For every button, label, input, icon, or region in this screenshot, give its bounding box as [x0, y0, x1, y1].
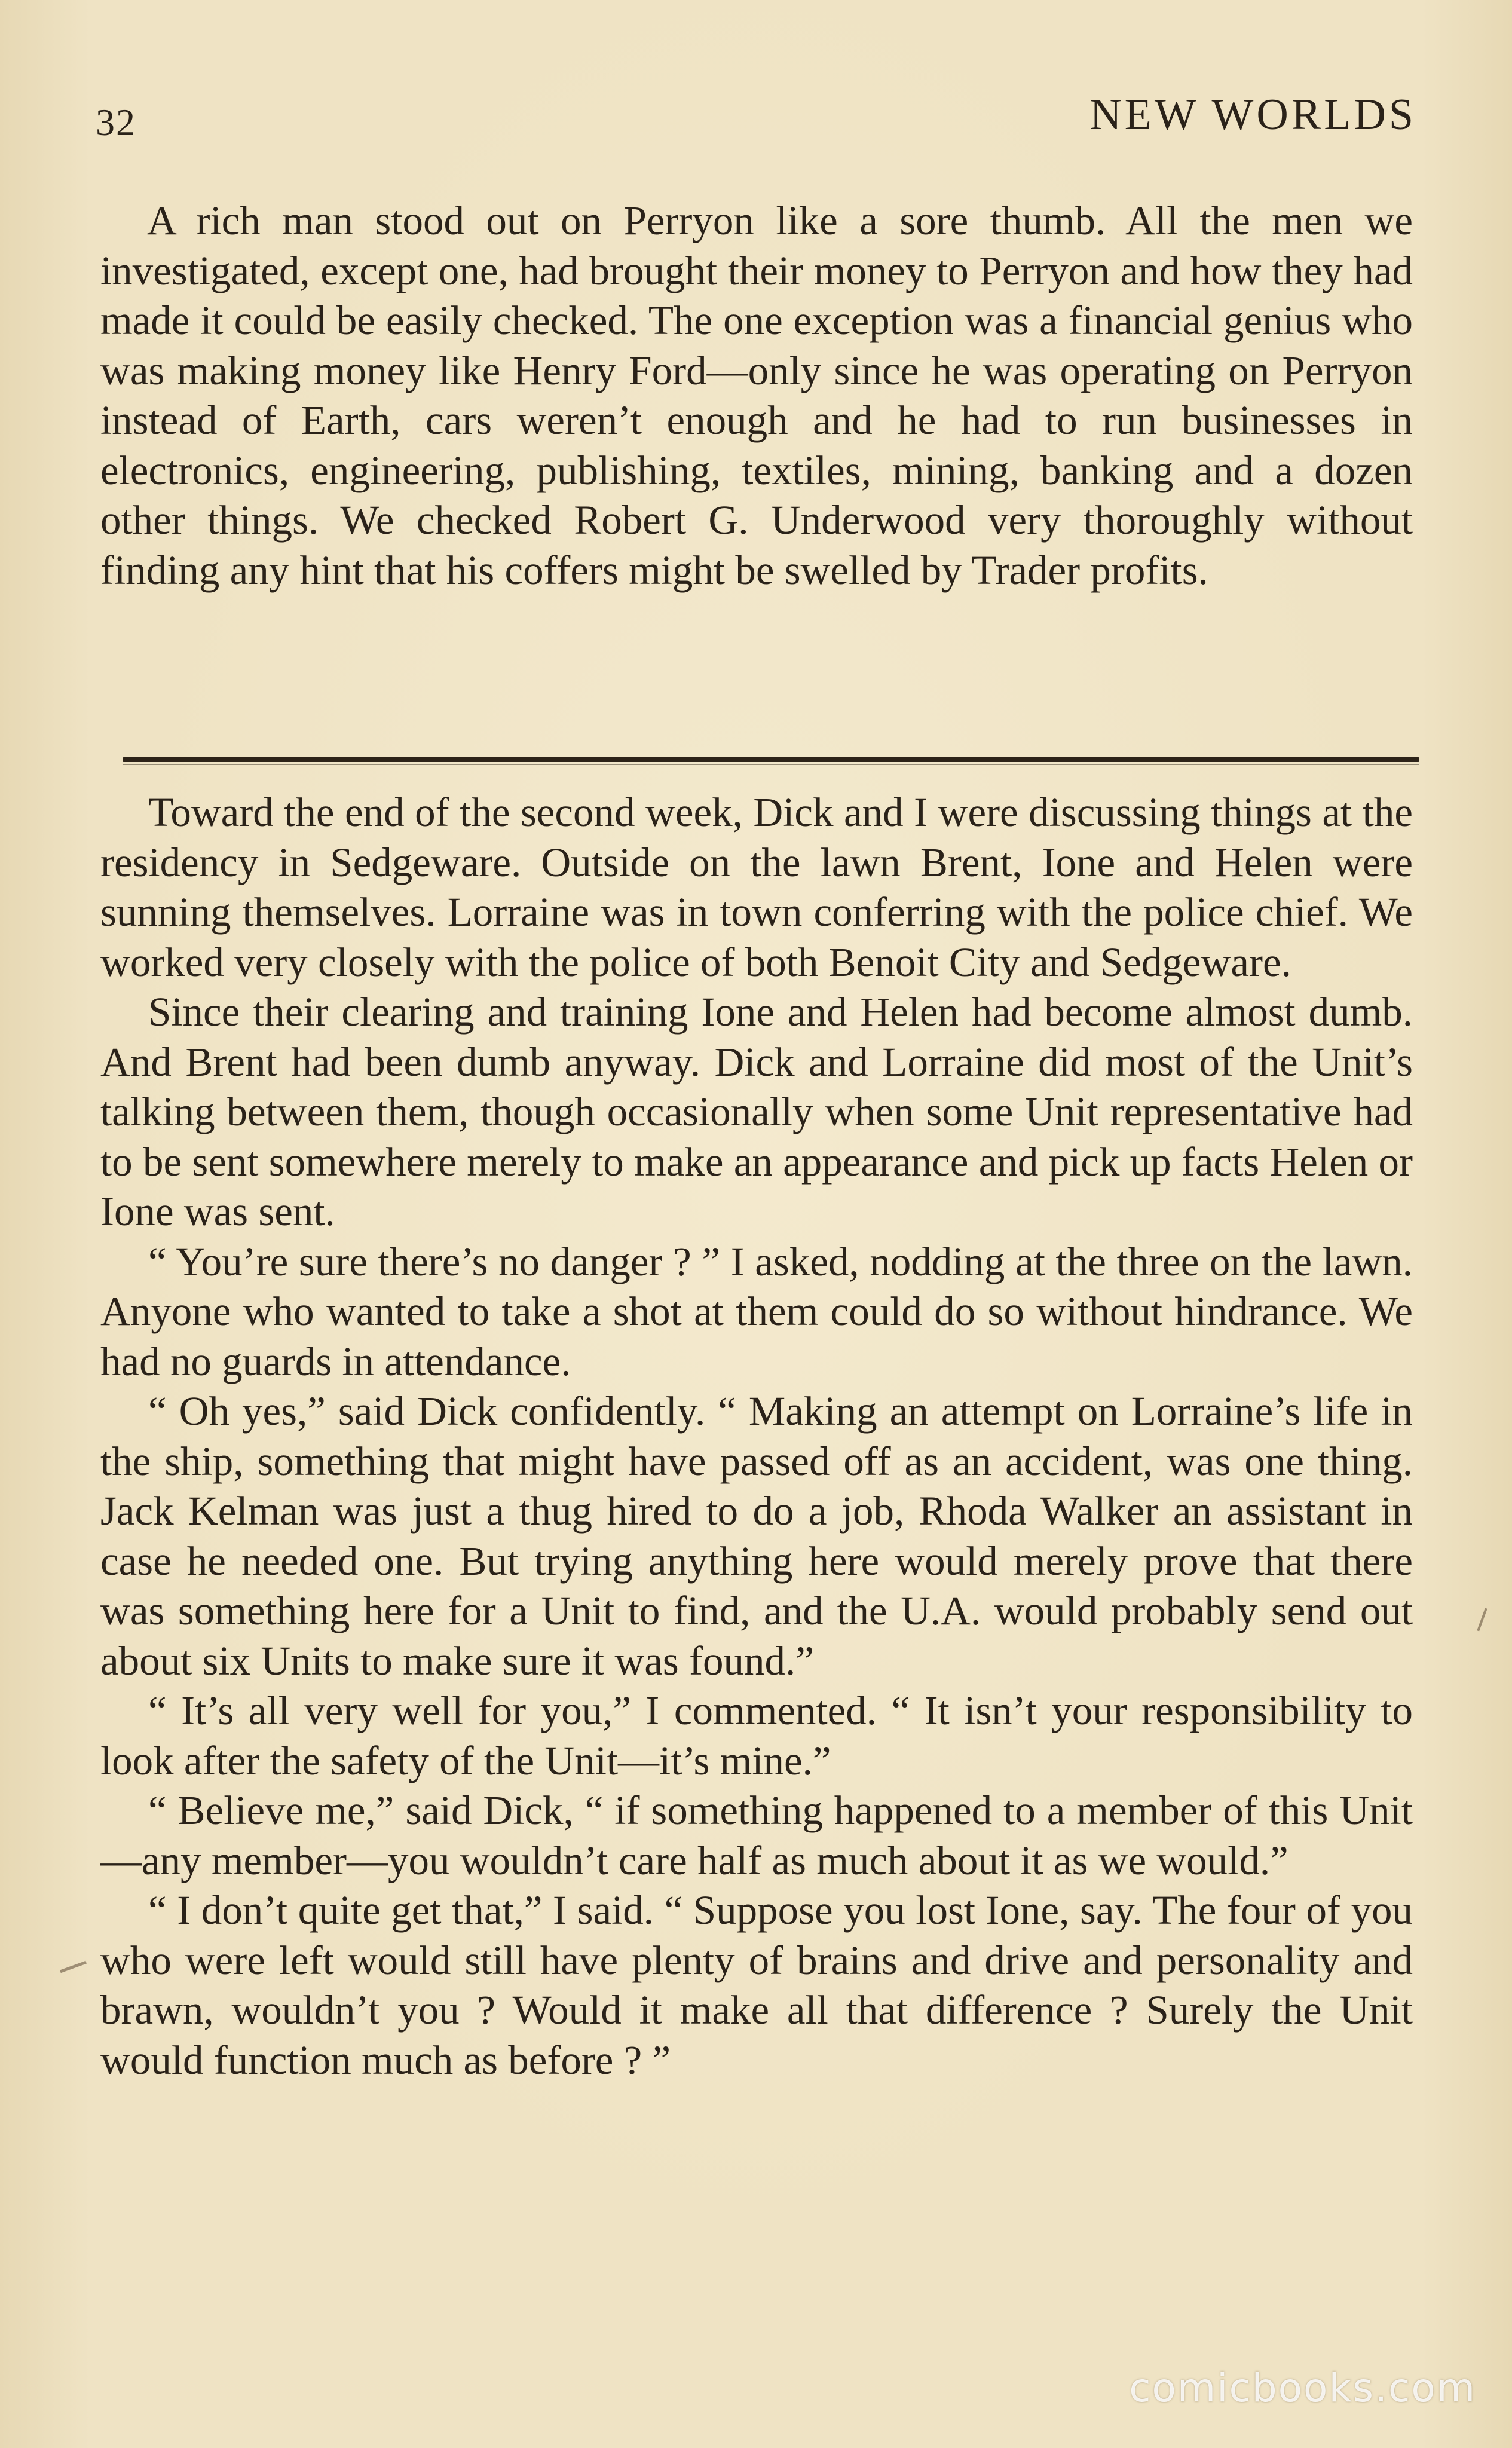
paragraph: “ It’s all very well for you,” I commented. “ It isn’t your responsibility to look after the safety of the Unit—it’s mine.” [100, 1688, 1413, 1783]
paper-mark [60, 1961, 87, 1973]
paragraph: “ Believe me,” said Dick, “ if something happened to a member of this Unit—any member—you wouldn’t care half as much about it as we would.” [100, 1788, 1413, 1883]
running-head: NEW WORLDS [1089, 90, 1416, 139]
page-number: 32 [96, 101, 136, 143]
watermark: comicbooks.com [1129, 2365, 1476, 2411]
paragraph: “ I don’t quite get that,” I said. “ Suppose you lost Ione, say. The four of you who were left would still have plenty of brains and drive and personality and brawn, wouldn’t you ? Would it make all that difference ? Surely the Unit would function much as before ? ” [100, 1887, 1413, 2083]
section-break-rule-shadow [123, 764, 1419, 765]
paragraph: “ You’re sure there’s no danger ? ” I asked, nodding at the three on the lawn. Anyone who wanted to take a shot at them could do so without hindrance. We had no guards in attendance. [100, 1238, 1413, 1384]
paragraph: Toward the end of the second week, Dick and I were discussing things at the residency in Sedgeware. Outside on the lawn Brent, Ione and Helen were sunning themselves. Lorraine was in town conferring with the police chief. We worked very closely with the police of both Benoit City and Sedgeware. [100, 790, 1413, 985]
paragraph: “ Oh yes,” said Dick confidently. “ Making an attempt on Lorraine’s life in the ship, something that might have passed off as an accident, was one thing. Jack Kelman was just a thug hired to do a job, Rhoda Walker an assistant in case he needed one. But trying anything here would merely prove that there was something here for a Unit to find, and the U.A. would probably send out about six Units to make sure it was found.” [100, 1388, 1413, 1684]
paragraph-opening: A rich man stood out on Perryon like a sore thumb. All the men we investigated, except one, had brought their money to Perryon and how they had made it could be easily checked. The one exception was a financial genius who was making money like Henry Ford—only since he was operating on Perryon instead of Earth, cars weren’t enough and he had to run businesses in electronics, engineering, publishing, textiles, mining, banking and a dozen other things. We checked Robert G. Underwood very thoroughly without finding any hint that his coffers might be swelled by Trader profits. [100, 198, 1413, 593]
section-break-rule [123, 757, 1419, 762]
page-header [96, 90, 1416, 155]
paragraph: Since their clearing and training Ione and Helen had become almost dumb. And Brent had been dumb anyway. Dick and Lorraine did most of the Unit’s talking between them, though occasionally when some Unit representative had to be sent somewhere merely to make an appearance and pick up facts Helen or Ione was sent. [100, 989, 1413, 1234]
paper-mark [1477, 1608, 1487, 1632]
section-body [100, 788, 1413, 2085]
